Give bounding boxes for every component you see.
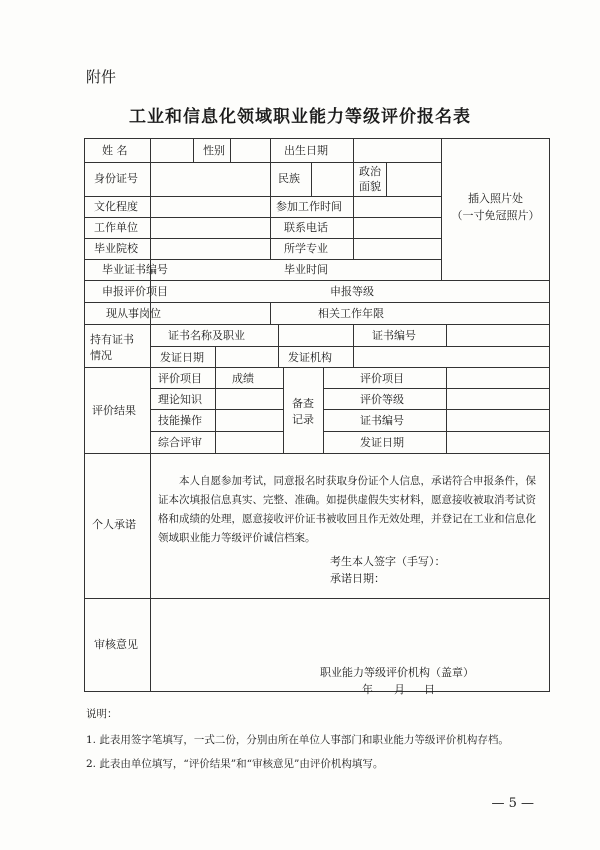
record-cert-number-label: 证书编号 <box>360 414 404 427</box>
apply-level-label: 申报等级 <box>330 285 374 298</box>
ethnicity-label: 民族 <box>278 172 300 185</box>
review-opinion-label: 审核意见 <box>94 638 138 651</box>
notes-title: 说明： <box>86 708 118 720</box>
year-label: 年 <box>362 683 373 696</box>
employer-label: 工作单位 <box>94 221 138 234</box>
record-label: 备查记录 <box>292 397 314 426</box>
theory-label: 理论知识 <box>158 393 202 406</box>
gender-label: 性别 <box>203 144 225 157</box>
certificates-held-label: 持有证书情况 <box>90 333 134 362</box>
name-label: 姓 名 <box>102 144 128 157</box>
political-status-label: 政治面貌 <box>359 165 381 193</box>
page-number: — 5 — <box>491 796 534 811</box>
graduation-time-label: 毕业时间 <box>284 263 328 276</box>
cert-number-label: 证书编号 <box>372 329 416 342</box>
record-eval-item-label: 评价项目 <box>360 372 404 385</box>
record-issue-date-label: 发证日期 <box>360 436 404 449</box>
skill-label: 技能操作 <box>158 414 202 427</box>
day-label: 日 <box>424 683 435 696</box>
related-years-label: 相关工作年限 <box>318 307 384 320</box>
education-label: 文化程度 <box>94 200 138 213</box>
cert-name-label: 证书名称及职业 <box>168 329 245 342</box>
personal-promise-label: 个人承诺 <box>92 518 136 531</box>
note-2: 2. 此表由单位填写，“评价结果”和“审核意见”由评价机构填写。 <box>86 758 384 770</box>
evaluation-result-label: 评价结果 <box>92 404 136 417</box>
record-eval-level-label: 评价等级 <box>360 393 404 406</box>
school-label: 毕业院校 <box>94 242 138 255</box>
birth-date-label: 出生日期 <box>284 144 328 157</box>
note-1: 1. 此表用签字笔填写，一式二份，分别由所在单位人事部门和职业能力等级评价机构存档。 <box>86 734 509 746</box>
attachment-label: 附件 <box>86 68 117 86</box>
form-title: 工业和信息化领域职业能力等级评价报名表 <box>129 107 471 127</box>
diploma-number-label: 毕业证书编号 <box>102 263 168 276</box>
photo-placeholder-label: 插入照片处 <box>468 192 523 205</box>
apply-item-label: 申报评价项目 <box>102 285 168 298</box>
month-label: 月 <box>394 683 405 696</box>
overall-review-label: 综合评审 <box>158 436 202 449</box>
work-start-label: 参加工作时间 <box>276 200 342 213</box>
phone-label: 联系电话 <box>284 221 328 234</box>
issue-org-label: 发证机构 <box>288 351 332 364</box>
promise-date-label: 承诺日期： <box>330 572 385 585</box>
current-post-label: 现从事岗位 <box>106 307 161 320</box>
org-seal-label: 职业能力等级评价机构（盖章） <box>320 666 474 679</box>
id-card-label: 身份证号 <box>94 172 138 185</box>
photo-size-note: （一寸免冠照片） <box>451 209 540 222</box>
promise-text: 本人自愿参加考试，同意报名时获取身份证个人信息，承诺符合申报条件，保证本次填报信息真实、完整、准确。如提供虚假失实材料，愿意接收被取消考试资格和成绩的处理，愿意接收评价证书被收回且作无效处理，并登记在工业和信息化领域职业能力等级评价诚信档案。 <box>158 475 536 544</box>
score-label: 成绩 <box>232 372 254 385</box>
major-label: 所学专业 <box>284 242 328 255</box>
signature-label: 考生本人签字（手写）： <box>330 555 446 568</box>
eval-item-label: 评价项目 <box>158 372 202 385</box>
issue-date-label: 发证日期 <box>160 351 204 364</box>
